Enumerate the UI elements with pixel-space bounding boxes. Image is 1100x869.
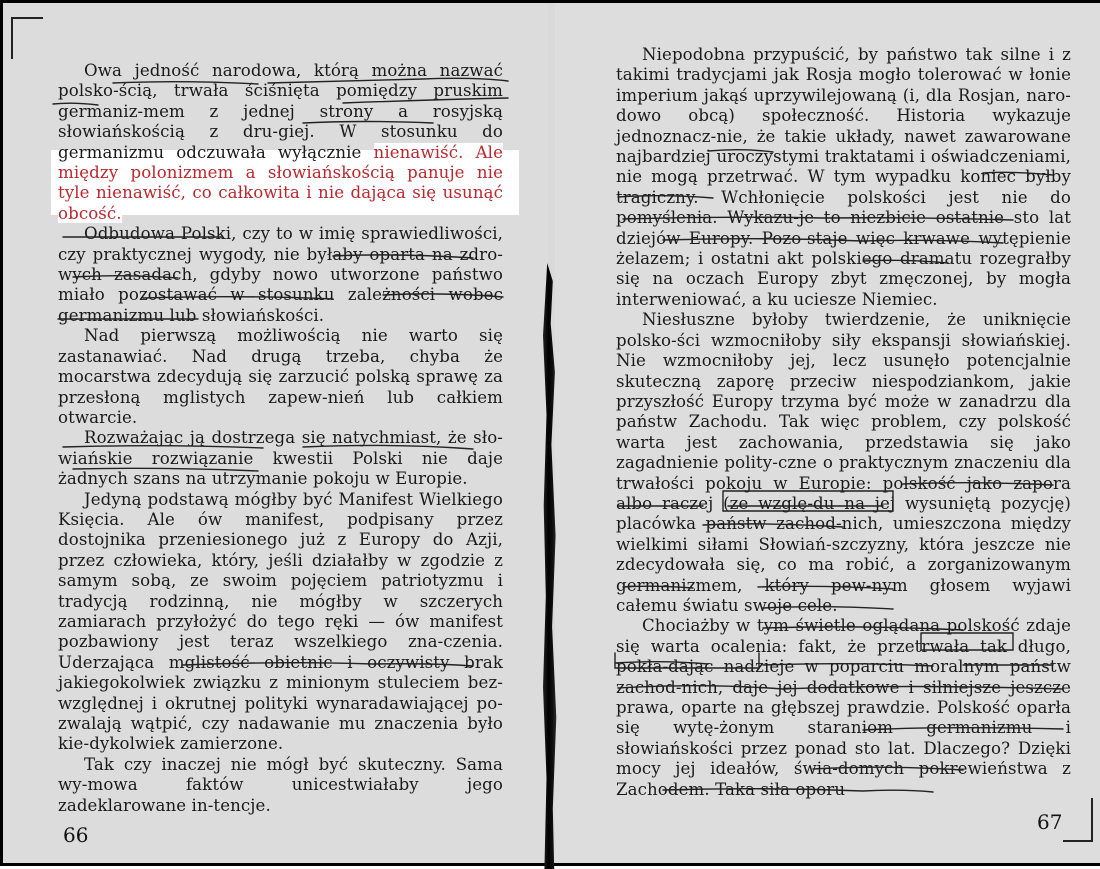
paragraph — [58, 755, 503, 816]
paragraph — [616, 616, 1071, 800]
left-page-text — [58, 61, 503, 816]
paragraph — [58, 224, 503, 326]
text-segment: Niepodobna przypuścić, by państwo tak silne i z takimi tradycjami jak Rosja mogło tolerować w łonie imperium jakąś uprzywilejowaną (i, dla Rosjan, naro-dowo obcą) społeczność. Historia wykazuje jednoznacz-nie, że takie układy, nawet zawarowane najbardziej uroczystymi traktatami i oświadczeniami, nie mogą przetrwać. W tym wypadku koniec byłby tragiczny. Wchłonięcie polskości jest nie do pomyślenia. Wykazu-je to niezbicie ostatnie sto lat dziejów Europy. Pozo-staje więc krwawe wytępienie żelazem; i ostatni akt polskiego dramatu rozegrałby się na oczach Europy zbyt zmęczonej, by mogła interweniować, a ku uciesze Niemiec. — [616, 45, 1071, 309]
page-number-right: 67 — [1037, 810, 1063, 834]
paragraph — [58, 490, 503, 755]
highlighted-text: nienawiść. Ale między polonizmem a słowiańskością panuje nie tyle nienawiść, co całkowita i nie dająca się usunąć obcość. — [58, 142, 503, 223]
text-segment: Rozważając ją dostrzega się natychmiast, że sło-wiańskie rozwiązanie kwestii Polski nie daje żadnych szans na utrzymanie pokoju w Europie. — [58, 428, 503, 489]
paragraph — [616, 310, 1071, 616]
text-segment: Nad pierwszą możliwością nie warto się zastanawiać. Nad drugą trzeba, chyba że mocarstwa zdecydują się zarzucić polską sprawę za przesłoną mglistych zapew-nień lub całkiem otwarcie. — [58, 326, 503, 427]
text-segment: Odbudowa Polski, czy to w imię sprawiedliwości, czy praktycznej wygody, nie byłaby oparta na zdro-wych zasadach, gdyby nowo utworzone państwo miało pozostawać w stosunku zależności wobec germanizmu lub słowiańskości. — [58, 224, 503, 325]
paragraph — [58, 326, 503, 428]
page-number-left: 66 — [63, 823, 89, 847]
paragraph — [58, 428, 503, 489]
crop-mark-bottom-right — [1063, 798, 1093, 842]
paragraph — [616, 45, 1071, 310]
text-segment: Chociażby w tym świetle oglądana polskość zdaje się warta ocalenia: fakt, że przetrwała tak długo, pokła-dając nadzieje w poparciu moralnym państw zachod-nich, daje jej dodatkowe i silniejsze jeszcze prawa, oparte na głębszej prawdzie. Polskość oparła się wytę-żonym staraniom germanizmu i słowiańskości przez ponad sto lat. Dlaczego? Dzięki mocy jej ideałów, świa-domych pokrewieństwa z Zachodem. Taka siła oporu — [616, 616, 1071, 799]
paragraph — [58, 61, 503, 224]
text-segment: Jedyną podstawą mógłby być Manifest Wielkiego Księcia. Ale ów manifest, podpisany przez dostojnika przeniesionego już z Europy do Azji, przez człowieka, który, jeśli działałby w zgodzie z samym sobą, ze swoim pojęciem patriotyzmu i tradycją rodzinną, nie mógłby w szczerych zamiarach przyłożyć do tego ręki — ów manifest pozbawiony jest teraz wszelkiego zna-czenia. Uderzająca mglistość obietnic i oczywisty brak jakiegokolwiek związku z minionym stuleciem bez-względnej i okrutnej polityki wynaradawiającej po-zwalają wątpić, czy nadawanie mu znaczenia było kie-dykolwiek zamierzone. — [58, 489, 503, 754]
text-segment: Owa jedność narodowa, którą można nazwać polsko-ścią, trwała ściśnięta pomiędzy pruskim germaniz-mem z jednej strony a rosyjską słowiańskością z dru-giej. W stosunku do germanizmu odczuwała wyłącznie — [58, 61, 503, 162]
text-segment: Tak czy inaczej nie mógł być skuteczny. Sama wy-mowa faktów unicestwiałaby jego zadeklarowane in-tencje. — [58, 754, 503, 815]
text-segment: Niesłuszne byłoby twierdzenie, że uniknięcie polsko-ści wzmocniłoby siły ekspansji słowiańskiej. Nie wzmocniłoby jej, lecz usunęło potencjalnie skuteczną zaporę przeciw niespodziankom, jakie przyszłość Europy trzyma być może w zanadrzu dla państw Zachodu. Tak więc problem, czy polskość warta jest zachowania, przedstawia się jako zagadnienie polity-czne o praktycznym znaczeniu dla trwałości pokoju w Europie: polskość jako zapora albo raczej (ze wzglę-du na jej wysuniętą pozycję) placówka państw zachod-nich, umieszczona między wielkimi siłami Słowiań-szczyzny, która jeszcze nie zdecydowała się, co ma robić, a zorganizowanym germanizmem, który pew-nym głosem wyjawi całemu światu swoje cele. — [616, 310, 1071, 615]
crop-mark-top-left — [11, 17, 43, 59]
right-page-text — [616, 45, 1071, 800]
